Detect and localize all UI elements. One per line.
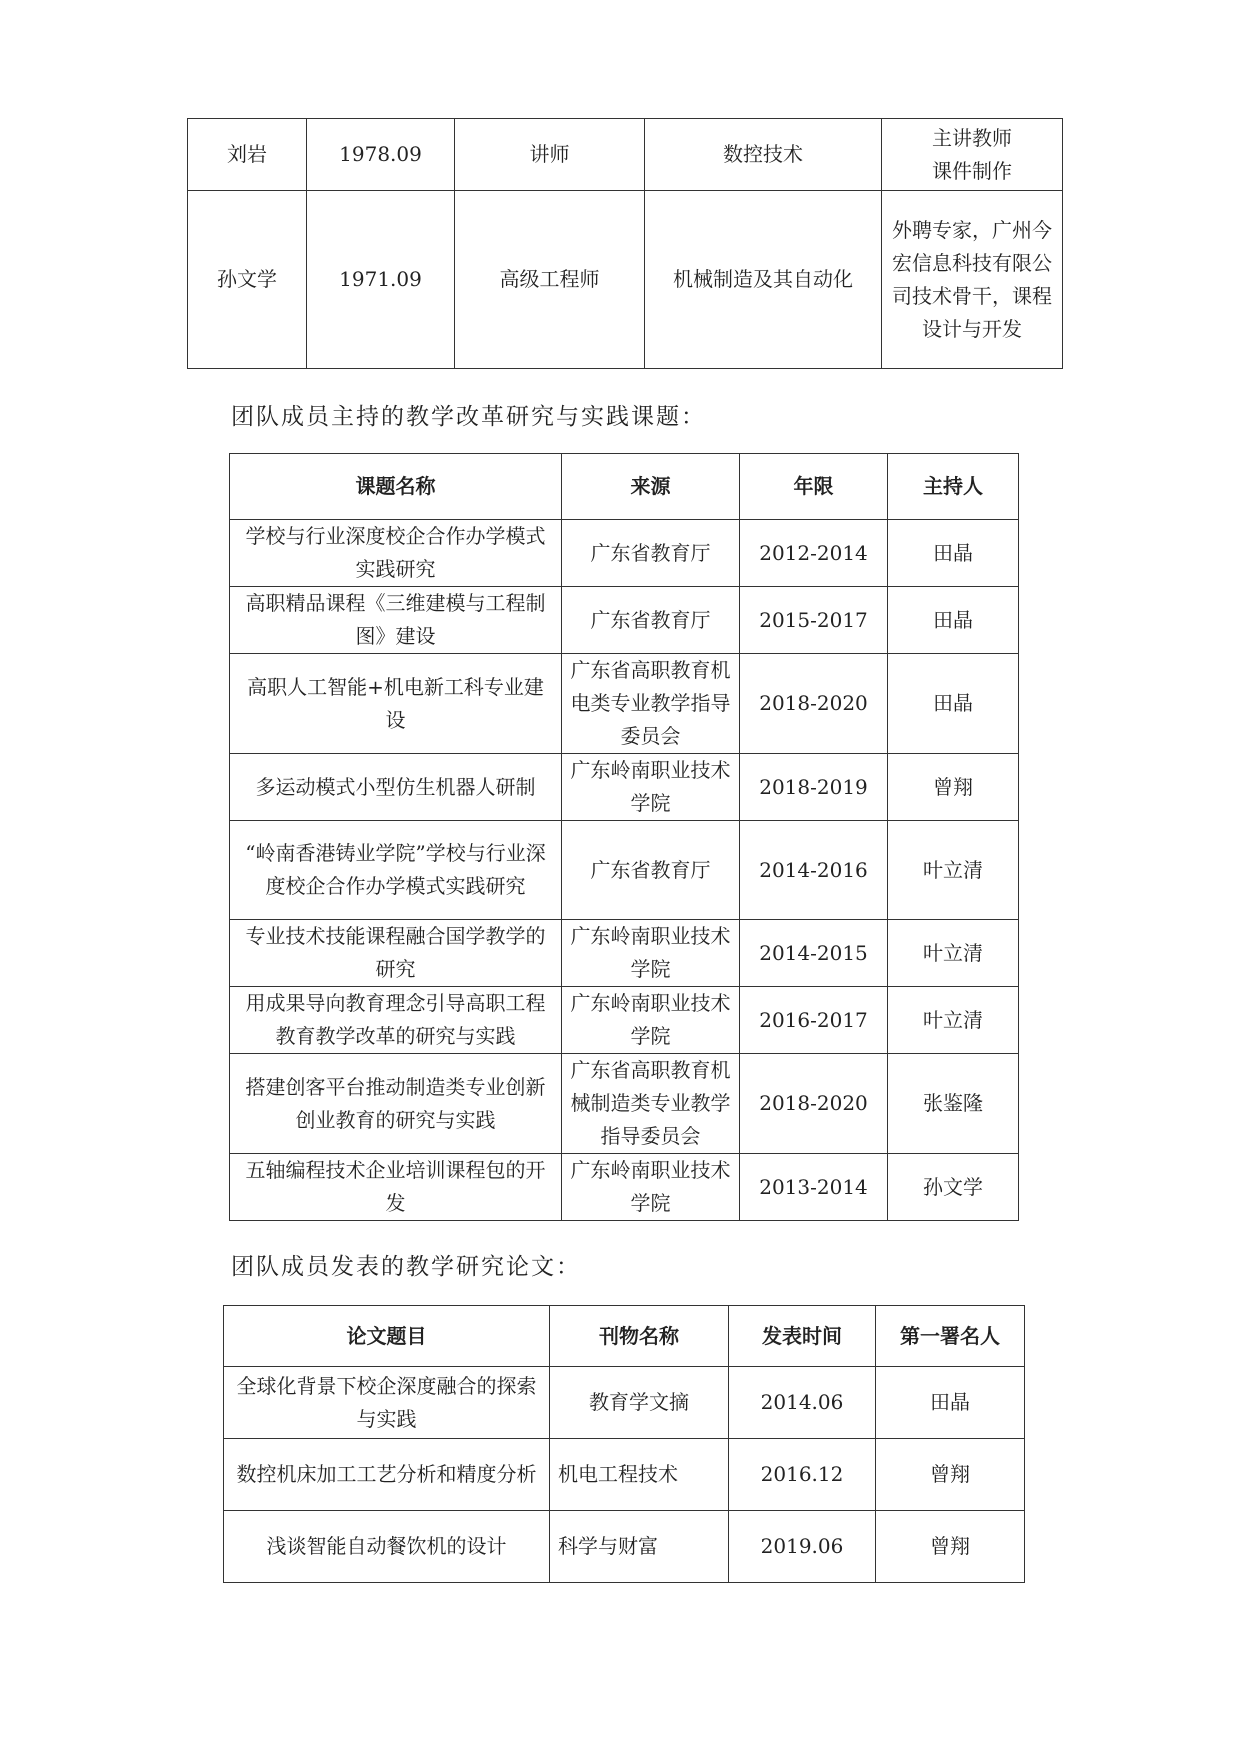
project-name: 多运动模式小型仿生机器人研制	[230, 754, 562, 821]
staff-name: 孙文学	[188, 191, 307, 369]
project-source: 广东省教育厅	[562, 587, 740, 654]
project-source: 广东岭南职业技术学院	[562, 754, 740, 821]
table-row	[188, 191, 1063, 369]
table-row	[230, 520, 1019, 587]
projects-table	[229, 453, 1019, 1221]
project-name: 五轴编程技术企业培训课程包的开发	[230, 1154, 562, 1221]
header-years: 年限	[740, 454, 888, 520]
paper-journal: 机电工程技术	[550, 1439, 729, 1511]
paper-journal: 教育学文摘	[550, 1367, 729, 1439]
staff-birth: 1978.09	[307, 119, 455, 191]
table-header-row	[224, 1306, 1025, 1367]
paper-date: 2016.12	[729, 1439, 876, 1511]
project-source: 广东省高职教育机电类专业教学指导委员会	[562, 654, 740, 754]
table-row	[224, 1511, 1025, 1583]
project-source: 广东岭南职业技术学院	[562, 920, 740, 987]
project-host: 叶立清	[888, 987, 1019, 1054]
table-row	[230, 587, 1019, 654]
project-host: 田晶	[888, 520, 1019, 587]
paper-author: 田晶	[876, 1367, 1025, 1439]
project-host: 张鉴隆	[888, 1054, 1019, 1154]
table-header-row	[230, 454, 1019, 520]
project-name: 学校与行业深度校企合作办学模式实践研究	[230, 520, 562, 587]
table-row	[230, 1054, 1019, 1154]
project-source: 广东省教育厅	[562, 821, 740, 920]
project-name: 搭建创客平台推动制造类专业创新创业教育的研究与实践	[230, 1054, 562, 1154]
staff-title: 讲师	[455, 119, 645, 191]
staff-name: 刘岩	[188, 119, 307, 191]
staff-field: 数控技术	[645, 119, 882, 191]
header-paper-title: 论文题目	[224, 1306, 550, 1367]
paper-journal: 科学与财富	[550, 1511, 729, 1583]
papers-table	[223, 1305, 1025, 1583]
table-row	[230, 920, 1019, 987]
staff-role: 外聘专家，广州今宏信息科技有限公司技术骨干，课程设计与开发	[882, 191, 1063, 369]
header-project-name: 课题名称	[230, 454, 562, 520]
project-host: 曾翔	[888, 754, 1019, 821]
header-source: 来源	[562, 454, 740, 520]
paper-author: 曾翔	[876, 1511, 1025, 1583]
paper-date: 2014.06	[729, 1367, 876, 1439]
project-name: 高职人工智能+机电新工科专业建设	[230, 654, 562, 754]
project-source: 广东省教育厅	[562, 520, 740, 587]
header-author: 第一署名人	[876, 1306, 1025, 1367]
table-row	[230, 754, 1019, 821]
project-years: 2018-2020	[740, 1054, 888, 1154]
staff-title: 高级工程师	[455, 191, 645, 369]
table-row	[224, 1439, 1025, 1511]
table-row	[224, 1367, 1025, 1439]
project-name: 高职精品课程《三维建模与工程制图》建设	[230, 587, 562, 654]
staff-role: 主讲教师 课件制作	[882, 119, 1063, 191]
project-source: 广东岭南职业技术学院	[562, 987, 740, 1054]
table-row	[230, 1154, 1019, 1221]
header-host: 主持人	[888, 454, 1019, 520]
table-row	[230, 987, 1019, 1054]
table-row	[230, 654, 1019, 754]
staff-table	[187, 118, 1063, 369]
project-years: 2014-2015	[740, 920, 888, 987]
project-years: 2016-2017	[740, 987, 888, 1054]
paper-title: 数控机床加工工艺分析和精度分析	[224, 1439, 550, 1511]
project-name: 专业技术技能课程融合国学教学的研究	[230, 920, 562, 987]
project-name: “岭南香港铸业学院”学校与行业深度校企合作办学模式实践研究	[230, 821, 562, 920]
papers-caption: 团队成员发表的教学研究论文：	[231, 1254, 581, 1280]
project-years: 2018-2020	[740, 654, 888, 754]
project-years: 2018-2019	[740, 754, 888, 821]
staff-field: 机械制造及其自动化	[645, 191, 882, 369]
projects-caption: 团队成员主持的教学改革研究与实践课题：	[231, 404, 706, 430]
paper-title: 浅谈智能自动餐饮机的设计	[224, 1511, 550, 1583]
table-row	[188, 119, 1063, 191]
staff-birth: 1971.09	[307, 191, 455, 369]
project-host: 田晶	[888, 654, 1019, 754]
project-host: 田晶	[888, 587, 1019, 654]
project-years: 2014-2016	[740, 821, 888, 920]
project-source: 广东省高职教育机械制造类专业教学指导委员会	[562, 1054, 740, 1154]
project-years: 2015-2017	[740, 587, 888, 654]
header-journal: 刊物名称	[550, 1306, 729, 1367]
project-years: 2012-2014	[740, 520, 888, 587]
project-host: 孙文学	[888, 1154, 1019, 1221]
project-name: 用成果导向教育理念引导高职工程教育教学改革的研究与实践	[230, 987, 562, 1054]
project-source: 广东岭南职业技术学院	[562, 1154, 740, 1221]
project-years: 2013-2014	[740, 1154, 888, 1221]
paper-title: 全球化背景下校企深度融合的探索与实践	[224, 1367, 550, 1439]
paper-date: 2019.06	[729, 1511, 876, 1583]
project-host: 叶立清	[888, 920, 1019, 987]
table-row	[230, 821, 1019, 920]
paper-author: 曾翔	[876, 1439, 1025, 1511]
header-date: 发表时间	[729, 1306, 876, 1367]
project-host: 叶立清	[888, 821, 1019, 920]
